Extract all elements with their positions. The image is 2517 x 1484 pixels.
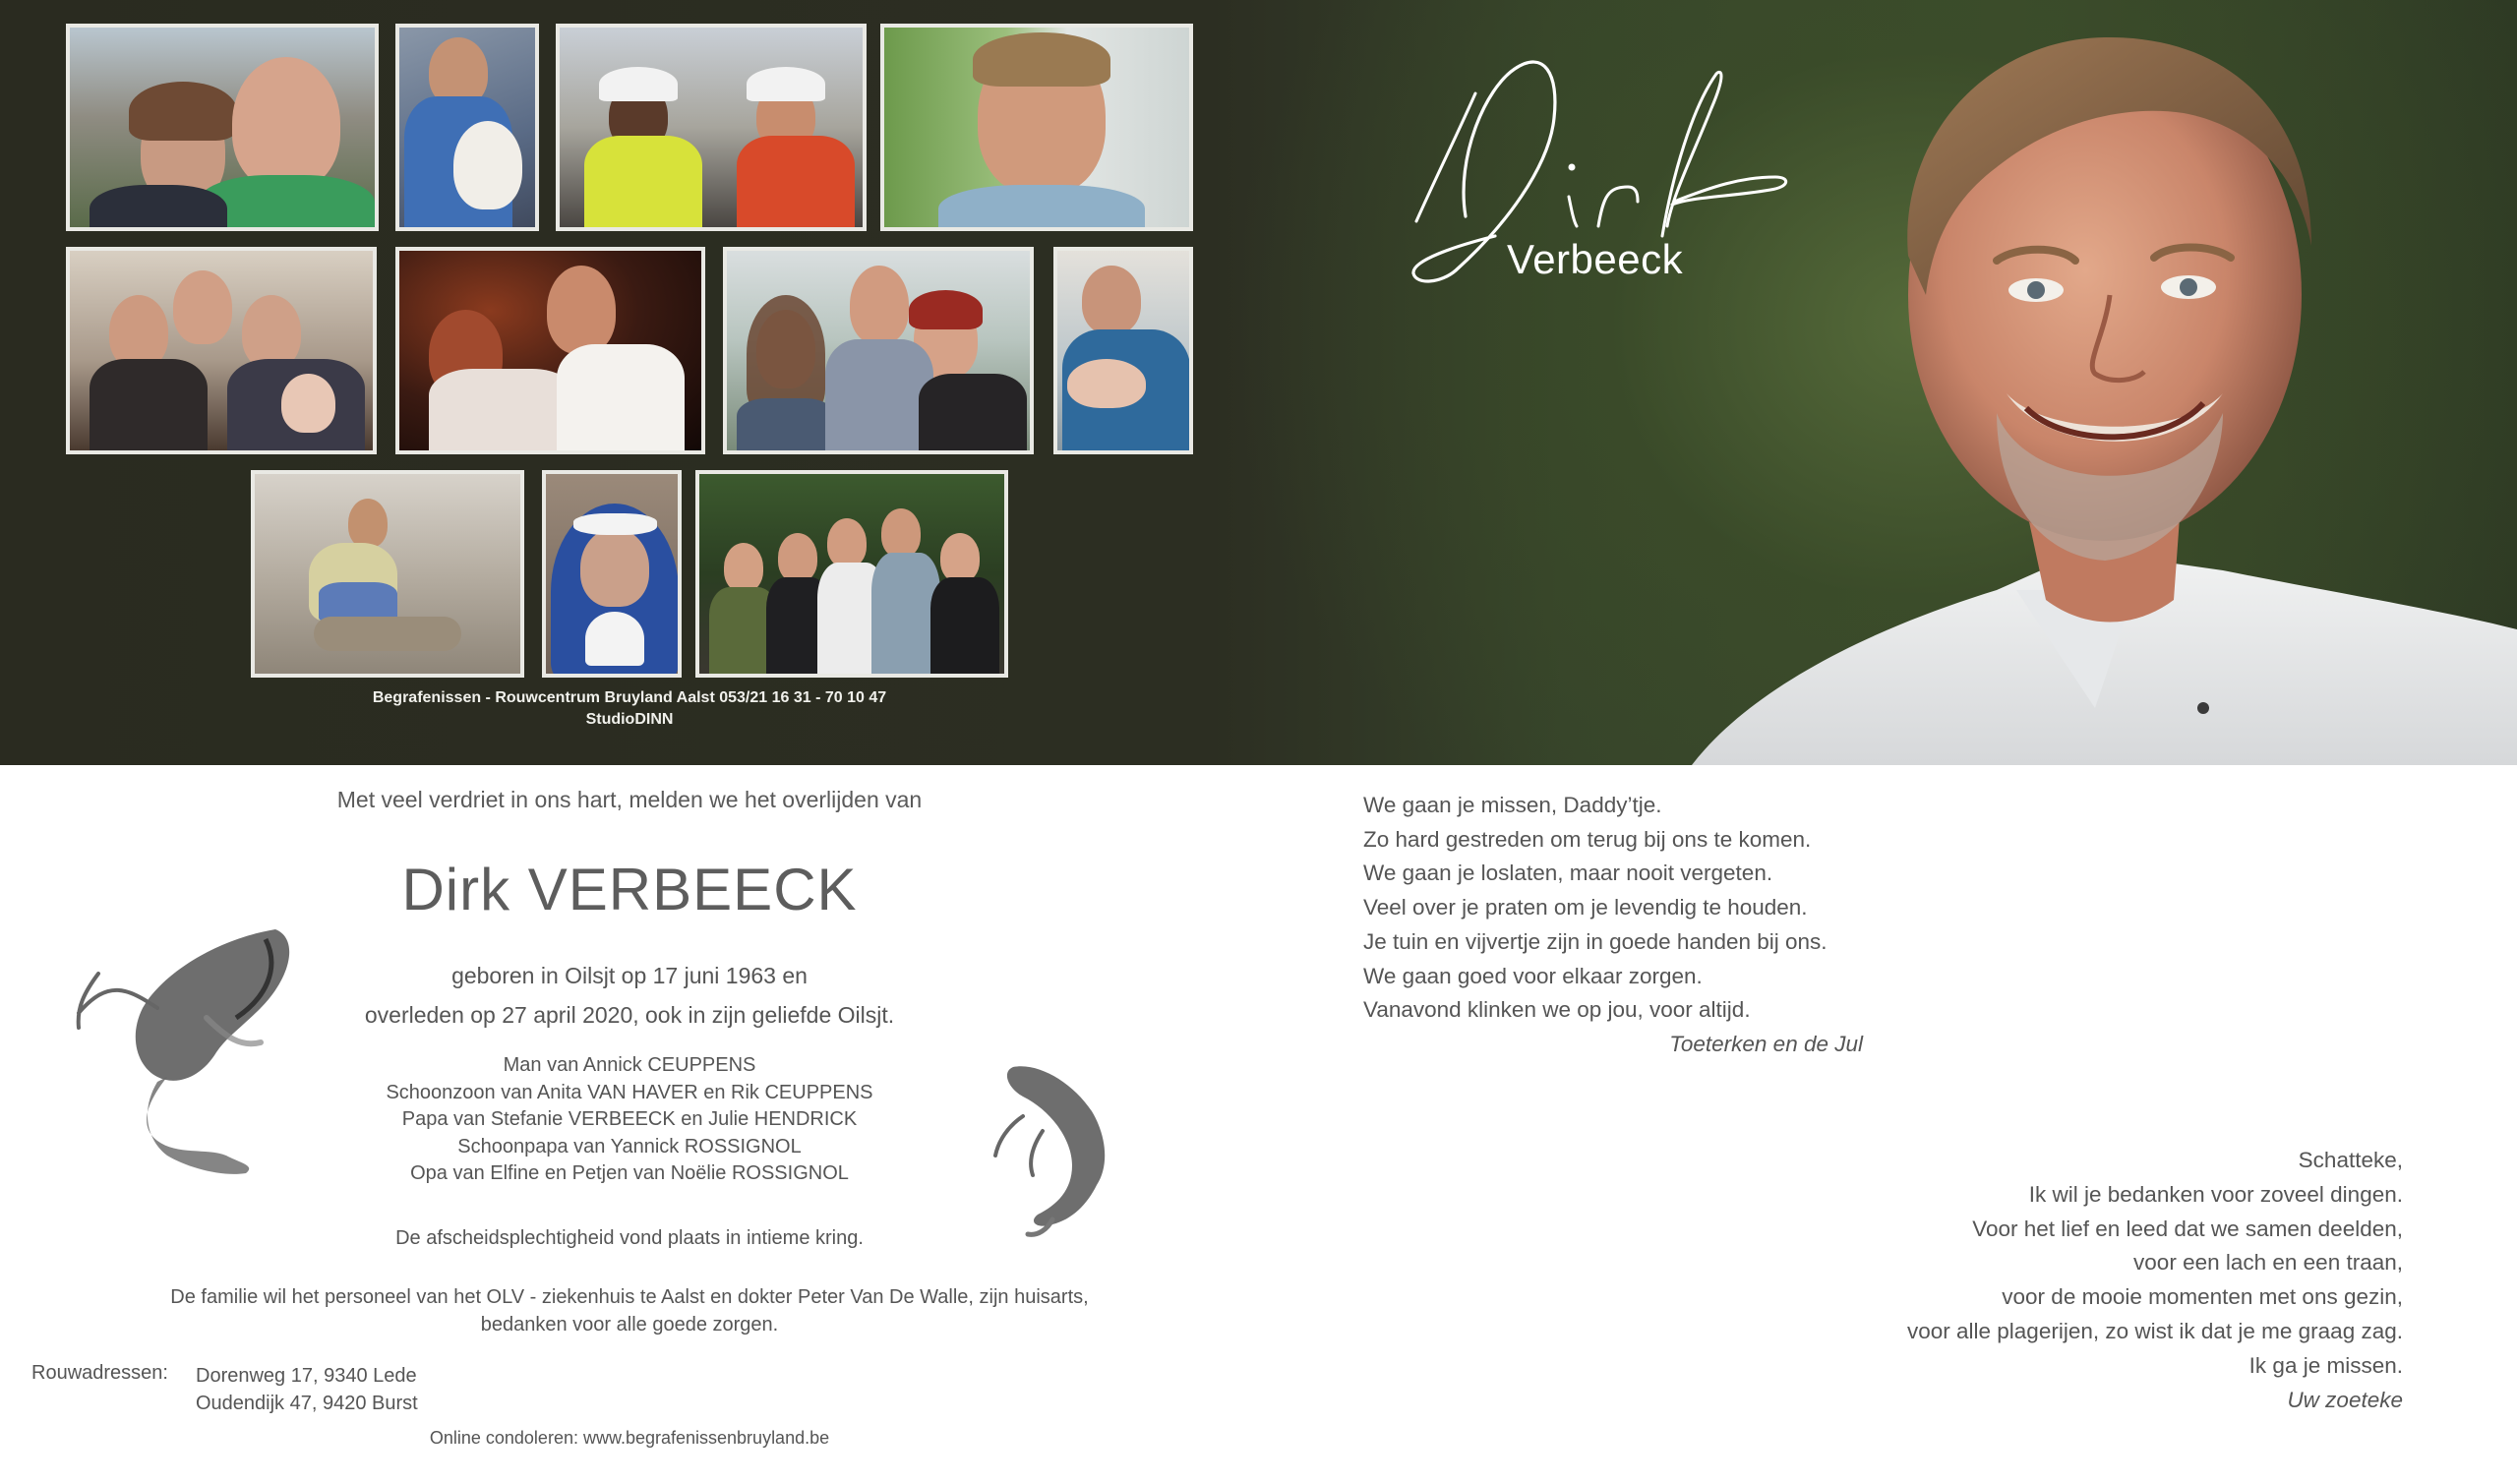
- birth-line: geboren in Oilsjt op 17 juni 1963 en: [451, 963, 808, 988]
- photo-three-persons: [723, 247, 1034, 454]
- poem-children: [1363, 789, 1863, 1062]
- poem-line: Schatteke,: [2298, 1148, 2403, 1172]
- relation-line: Schoonpapa van Yannick ROSSIGNOL: [457, 1135, 802, 1158]
- poem-line: We gaan je missen, Daddy’tje.: [1363, 793, 1662, 817]
- poem-signature: Uw zoeteke: [2287, 1387, 2403, 1412]
- thanks-line: De familie wil het personeel van het OLV - ziekenhuis te Aalst en dokter Peter Van De Walle, zijn huisarts,: [170, 1286, 1089, 1308]
- poem-line: Veel over je praten om je levendig te houden.: [1363, 895, 1808, 920]
- farewell-notice: De afscheidsplechtigheid vond plaats in intieme kring.: [395, 1227, 864, 1249]
- photo-baby-arms: [1053, 247, 1193, 454]
- photo-family-table: [66, 247, 377, 454]
- thanks-notice: [59, 1283, 1200, 1338]
- online-condolence: Online condoleren: www.begrafenissenbruyland.be: [429, 1428, 830, 1448]
- last-name-label: Verbeeck: [1507, 236, 1684, 282]
- caption-studio: StudioDINN: [585, 711, 674, 728]
- death-line: overleden op 27 april 2020, ook in zijn geliefde Oilsjt.: [364, 1002, 895, 1028]
- relation-line: Opa van Elfine en Petjen van Noëlie ROSSIGNOL: [410, 1162, 849, 1184]
- photo-holding-baby: [395, 24, 539, 231]
- poem-line: Ik wil je bedanken voor zoveel dingen.: [2028, 1181, 2403, 1207]
- announcement-intro: Met veel verdriet in ons hart, melden we het overlijden van: [336, 787, 923, 812]
- poem-line: We gaan goed voor elkaar zorgen.: [1363, 963, 1703, 988]
- photo-nun-costume: [542, 470, 682, 678]
- caption-funeral-home: Begrafenissen - Rouwcentrum Bruyland Aalst 053/21 16 31 - 70 10 47: [372, 689, 887, 706]
- photo-beach: [251, 470, 524, 678]
- photo-dancing: [395, 247, 705, 454]
- koi-fish-icon: [69, 920, 305, 1190]
- poem-line: voor de mooie momenten met ons gezin,: [2002, 1284, 2403, 1310]
- poem-wife: [1714, 1144, 2403, 1417]
- poem-line: Ik ga je missen.: [2248, 1352, 2403, 1378]
- koi-fish-small-icon: [993, 1057, 1121, 1239]
- deceased-full-name: Dirk VERBEECK: [401, 857, 858, 922]
- poem-line: voor een lach en een traan,: [2133, 1250, 2403, 1276]
- address-line: Dorenweg 17, 9340 Lede: [196, 1365, 417, 1387]
- poem-line: We gaan je loslaten, maar nooit vergeten.: [1363, 861, 1773, 886]
- funeral-caption: [256, 687, 1003, 731]
- poem-signature: Toeterken en de Jul: [1669, 1031, 1863, 1056]
- photo-family-group: [695, 470, 1008, 678]
- poem-line: Vanavond klinken we op jou, voor altijd.: [1363, 997, 1751, 1023]
- poem-line: Je tuin en vijvertje zijn in goede handen bij ons.: [1363, 928, 1828, 954]
- thanks-line: bedanken voor alle goede zorgen.: [480, 1314, 779, 1336]
- address-label: Rouwadressen:: [31, 1362, 168, 1384]
- poem-line: voor alle plagerijen, zo wist ik dat je me graag zag.: [1906, 1318, 2403, 1343]
- photo-portrait-garden: [880, 24, 1193, 231]
- poem-line: Voor het lief en leed dat we samen deelden,: [1972, 1216, 2403, 1241]
- photo-carnival-costumes: [556, 24, 867, 231]
- address-line: Oudendijk 47, 9420 Burst: [196, 1393, 418, 1414]
- poem-line: Zo hard gestreden om terug bij ons te komen.: [1363, 826, 1812, 852]
- photo-selfie-with-daughter: [66, 24, 379, 231]
- relation-line: Man van Annick CEUPPENS: [503, 1054, 756, 1076]
- relation-line: Papa van Stefanie VERBEECK en Julie HENDRICK: [401, 1108, 858, 1130]
- main-portrait: [1672, 0, 2517, 765]
- relation-line: Schoonzoon van Anita VAN HAVER en Rik CEUPPENS: [386, 1081, 873, 1103]
- address-list: [196, 1362, 418, 1417]
